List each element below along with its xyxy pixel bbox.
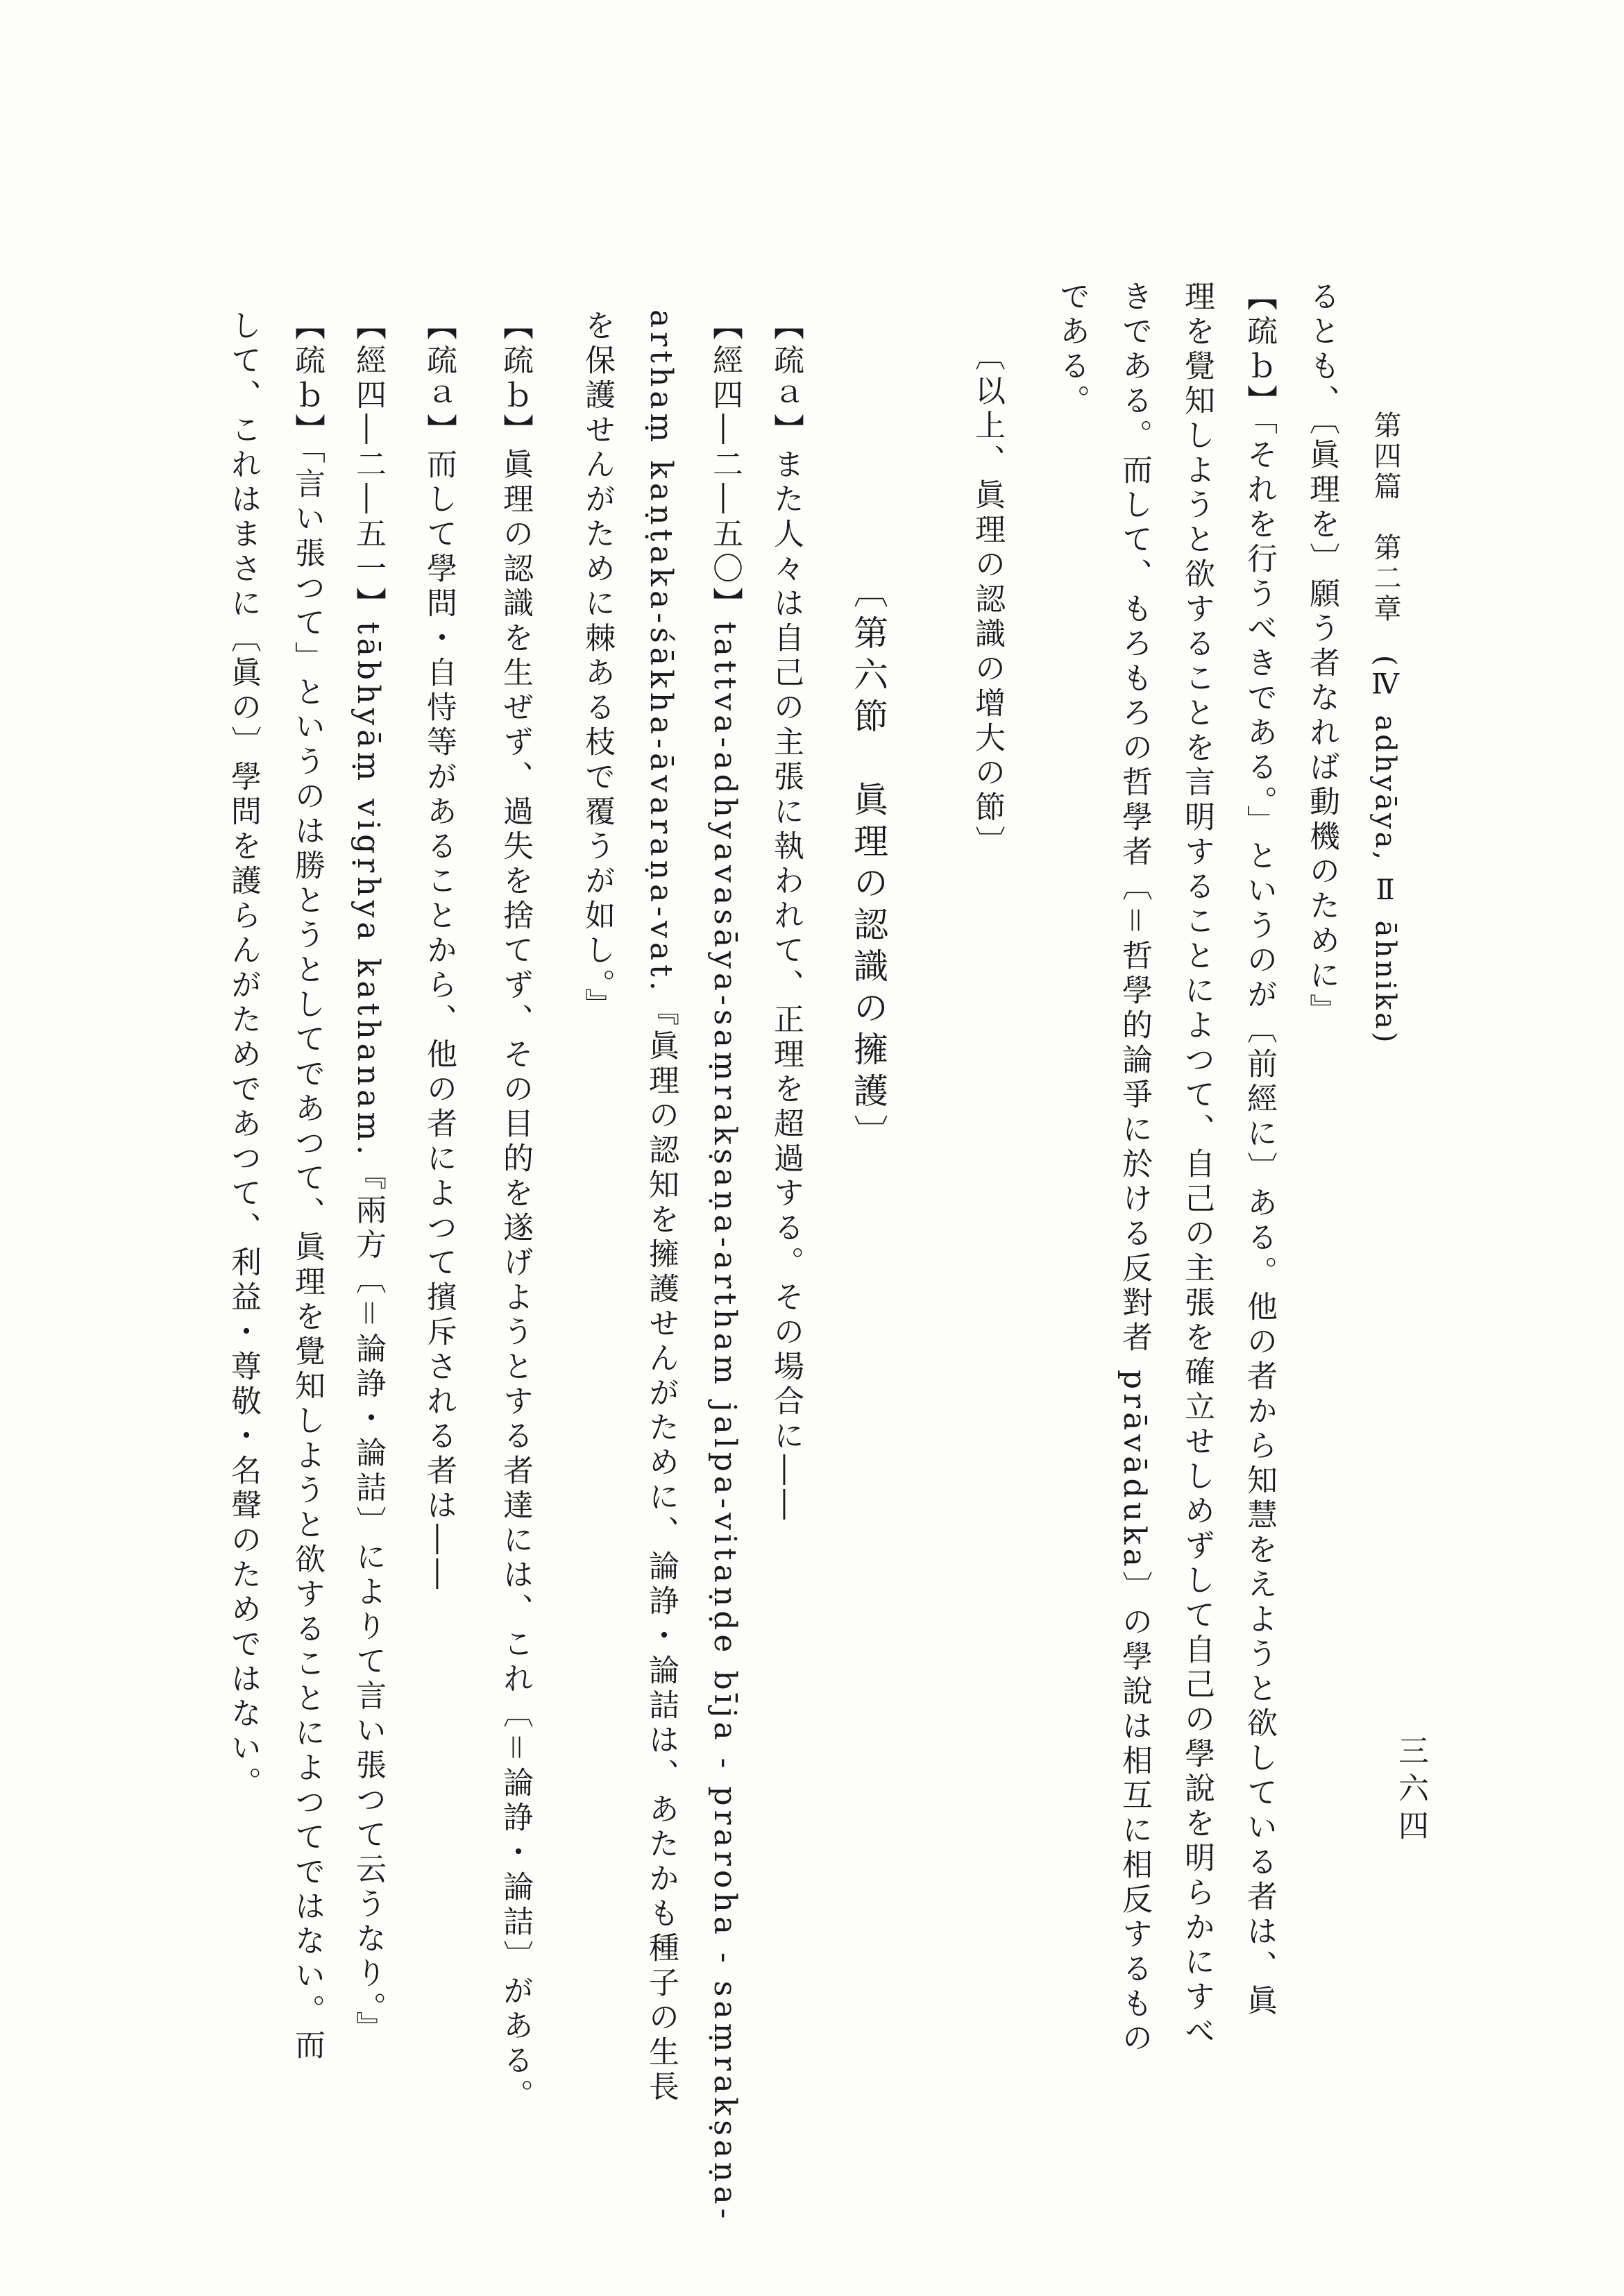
text-line: 【疏ａ】而して學問・自恃等があることから、他の者によつて擯斥される者は―― (421, 309, 457, 1593)
text-line: 〔以上、眞理の認識の增大の節〕 (970, 340, 1005, 860)
text-line: 【經四―二―五一】tābhyāṃ vigṛhya kathanam.『兩方〔＝論諍・論詰〕によりて言い張つて云うなり。』 (350, 309, 386, 2046)
page-number: 三六四 (1393, 1735, 1428, 1847)
text-line: して、これはまさに〔眞の〕學問を護らんがためであつて、利益・尊敬・名聲のためではない。 (226, 309, 261, 1801)
text-line: 【疏ａ】また人々は自己の主張に執われて、正理を超過する。その場合に―― (768, 309, 804, 1524)
text-line: 【疏ｂ】「言い張つて」というのは勝とうとしてであつて、眞理を覺知しようと欲することによつてではない。而 (289, 309, 325, 2064)
text-line: 【經四―二―五〇】tattva-adhyavasāya-saṃrakṣaṇa-artham jalpa-vitaṇḍe bīja - praroha - saṃrakṣaṇa- (707, 309, 743, 2223)
text-line: るとも、〔眞理を〕願う者なれば動機のために』 (1304, 280, 1339, 1028)
text-line: 理を覺知しようと欲することを言明することによつて、自己の主張を確立せしめずして自己の學說を明らかにすべ (1179, 280, 1215, 2050)
text-line: 【疏ｂ】「それを行うべきである。」というのが〔前經に〕ある。他の者から知慧をえようと欲している者は、眞 (1242, 280, 1277, 2019)
text-line: 【疏ｂ】眞理の認識を生ぜず、過失を捨てず、その目的を遂げようとする者達には、これ〔＝論諍・論詰〕がある。 (498, 309, 533, 2114)
section-heading: 〔第六節 眞理の認識の擁護〕 (848, 573, 888, 1156)
text-line: きである。而して、もろもろの哲學者〔＝哲學的論爭に於ける反對者 prāvāduka〕の學說は相互に相反するもの (1117, 280, 1152, 2057)
text-line: を保護せんがために棘ある枝で覆うが如し。』 (580, 309, 615, 1023)
text-line: arthaṃ kaṇṭaka-śākha-āvaraṇa-vat.『眞理の認知を擁護せんがために、論諍・論詰は、あたかも種子の生長 (643, 309, 679, 2105)
text-line: である。 (1054, 280, 1090, 419)
running-head: 第四篇 第二章 (Ⅳ adhyāya, Ⅱ āhnika) (1369, 411, 1401, 1046)
